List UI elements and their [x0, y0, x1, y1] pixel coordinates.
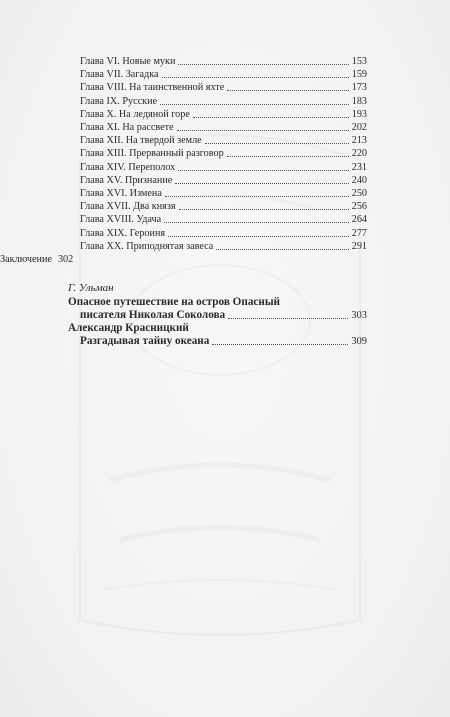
toc-row-chapter — [80, 228, 367, 240]
dot-leader — [178, 64, 348, 65]
toc-row-chapter — [80, 56, 367, 68]
dot-leader — [179, 209, 349, 210]
toc-entry-title: Глава IX. Русские — [80, 95, 158, 107]
work-title-line1: Разгадывая тайну океана — [80, 335, 210, 347]
toc-entry-title: Глава VII. Загадка — [80, 69, 159, 81]
work-title-line2: писателя Николая Соколова — [80, 309, 226, 321]
toc-entry-page: 277 — [351, 227, 367, 239]
toc-row-chapter — [80, 82, 367, 94]
toc-entry-page: 193 — [351, 108, 367, 120]
toc-entry-title: Глава XII. На твердой земле — [80, 135, 202, 147]
toc-entry-page: 291 — [351, 240, 367, 252]
toc-entry-page: 240 — [351, 174, 367, 186]
toc-entry-title: Глава XIV. Переполох — [80, 161, 176, 173]
toc-entry-page: 220 — [351, 148, 367, 160]
toc-row-chapter — [80, 241, 367, 253]
dot-leader — [205, 143, 349, 144]
toc-entry-page: 173 — [351, 82, 367, 94]
toc-entry-title: Глава XIII. Прерванный разговор — [80, 148, 224, 160]
toc-row-chapter — [80, 109, 367, 121]
toc-entry-page: 302 — [57, 254, 74, 265]
dot-leader — [227, 90, 348, 91]
dot-leader — [164, 222, 349, 223]
toc-row-chapter — [80, 188, 367, 200]
toc-row-chapter — [80, 135, 367, 147]
toc-row-chapter — [80, 162, 367, 174]
toc-entry-title: Глава XVI. Измена — [80, 188, 162, 199]
toc-entry-page: 264 — [351, 214, 367, 226]
dot-leader — [160, 104, 349, 105]
toc-entry-page: 250 — [351, 188, 367, 199]
toc-entry-title: Глава VIII. На таинственной яхте — [80, 82, 225, 94]
toc-entry-title: Глава XX. Приподнятая завеса — [80, 240, 214, 252]
dot-leader — [177, 130, 349, 131]
toc-entry-title: Глава XVII. Два князя — [80, 201, 176, 213]
toc-entry-page: 231 — [351, 161, 367, 173]
dot-leader — [193, 117, 349, 118]
dot-leader — [178, 170, 348, 171]
toc-row-chapter — [80, 214, 367, 226]
toc-row-work — [80, 335, 367, 348]
dot-leader — [168, 236, 349, 237]
toc-entry-page: 159 — [351, 69, 367, 81]
dot-leader — [216, 249, 348, 250]
dot-leader — [175, 183, 348, 184]
dot-leader — [162, 77, 349, 78]
toc-entry-title: Глава X. На ледяной горе — [80, 108, 190, 120]
toc-row-chapter — [80, 201, 367, 213]
toc-entry-page: 256 — [351, 201, 367, 213]
toc-entry-title: Глава XVIII. Удача — [80, 214, 162, 226]
toc-row-conclusion — [0, 254, 73, 266]
dot-leader — [227, 156, 349, 157]
author-name: Александр Красницкий — [68, 322, 189, 334]
toc-entry-page: 303 — [351, 310, 367, 321]
toc-row-chapter — [80, 96, 367, 108]
toc-entry-title: Глава XV. Признание — [80, 174, 173, 186]
toc-entry-page: 202 — [351, 122, 367, 133]
author-name: Г. Ульман — [68, 282, 114, 294]
toc-row-chapter — [80, 175, 367, 187]
toc-entry-title: Глава VI. Новые муки — [80, 56, 176, 67]
dot-leader — [228, 318, 348, 319]
dot-leader — [212, 344, 348, 345]
toc-row-chapter — [80, 148, 367, 160]
dot-leader — [165, 196, 349, 197]
toc-entry-title: Заключение — [0, 254, 52, 265]
toc-row-work — [80, 309, 367, 322]
toc-entry-page: 183 — [351, 95, 367, 107]
toc-row-chapter — [80, 122, 367, 134]
toc-entry-title: Глава XI. На рассвете — [80, 122, 174, 133]
toc-row-chapter — [80, 69, 367, 81]
toc-entry-page: 213 — [351, 135, 367, 147]
toc-entry-page: 309 — [351, 336, 367, 347]
toc-entry-page: 153 — [351, 56, 367, 67]
toc-entry-title: Глава XIX. Героиня — [80, 227, 166, 239]
work-title-line1: Опасное путешествие на остров Опасный — [68, 296, 281, 308]
